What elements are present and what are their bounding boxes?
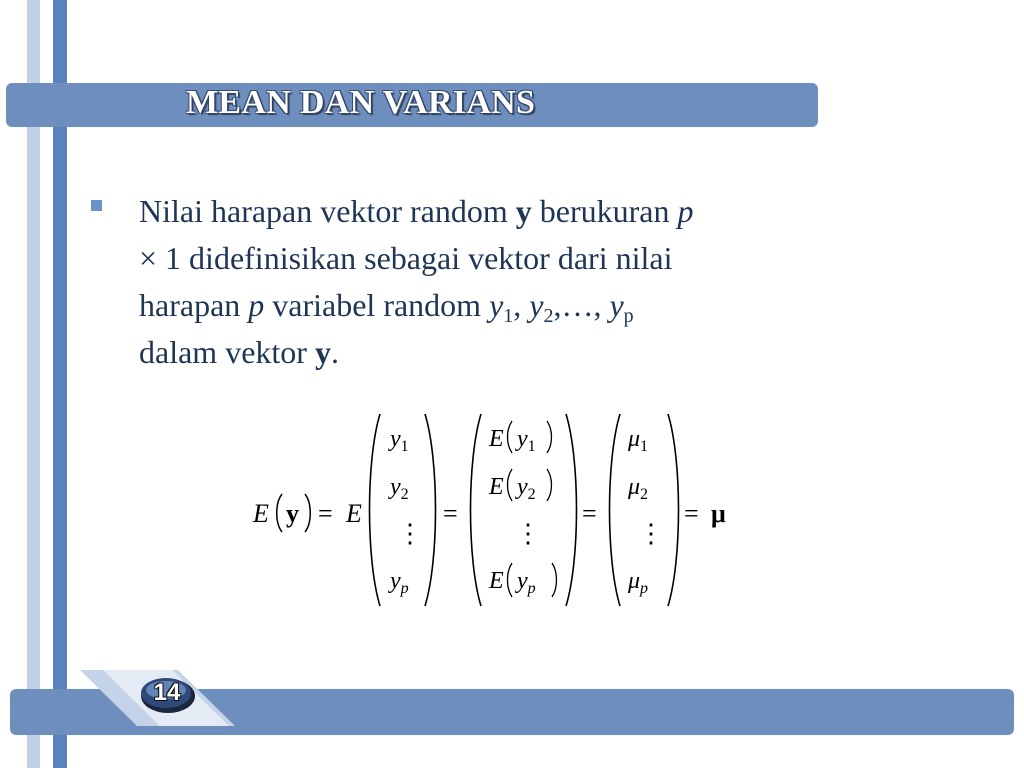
m1-y2: $y_2$ — [390, 474, 409, 503]
m3-mu1: $\mu_1$ — [628, 426, 649, 455]
matrix1-left-paren — [370, 414, 381, 606]
bullet-line-4: dalam vektor y. — [139, 334, 339, 370]
matrix2-left-paren — [471, 414, 482, 606]
matrix2-right-paren — [566, 414, 577, 606]
m1-vdots: ⋮ — [397, 519, 423, 548]
m2-E2: E — [489, 474, 504, 500]
m2-vdots: ⋮ — [515, 519, 541, 548]
eq-lhs-E: E — [253, 499, 269, 528]
m2-y1: $y_1$ — [517, 426, 536, 455]
eq-equals-2: = — [443, 499, 458, 528]
bullet-line-2: × 1 didefinisikan sebagai vektor dari nilai — [139, 240, 673, 276]
m2-Ep: E — [489, 568, 504, 594]
eq-result-mu: μ — [711, 499, 726, 528]
eq-E: E — [346, 499, 362, 528]
slide-title: MEAN DAN VARIANS — [186, 84, 536, 121]
m3-vdots: ⋮ — [638, 519, 664, 548]
m1-y1: $y_1$ — [390, 426, 409, 455]
m2-E1: E — [489, 426, 504, 452]
eq-paren-left — [277, 494, 282, 532]
matrix1-right-paren — [425, 414, 436, 606]
bullet-line-3: harapan p variabel random $y_1$, $y_2,\dots$, $y_p$ — [139, 287, 634, 327]
m3-mu2: $\mu_2$ — [628, 474, 649, 503]
eq-equals-1: = — [318, 499, 333, 528]
eq-paren-right — [305, 494, 310, 532]
bullet-line-1: Nilai harapan vektor random y berukuran p — [139, 193, 694, 229]
page-number: 14 — [153, 679, 181, 706]
eq-equals-4: = — [684, 499, 699, 528]
matrix3-left-paren — [610, 414, 621, 606]
matrix3-right-paren — [668, 414, 679, 606]
m3-mup: $\mu_p$ — [628, 568, 649, 597]
m1-yp: $y_p$ — [390, 568, 409, 597]
eq-lhs-y: y — [286, 499, 299, 528]
m2-yp: $y_p$ — [517, 568, 536, 597]
m2-y2: $y_2$ — [517, 474, 536, 503]
eq-equals-3: = — [582, 499, 597, 528]
